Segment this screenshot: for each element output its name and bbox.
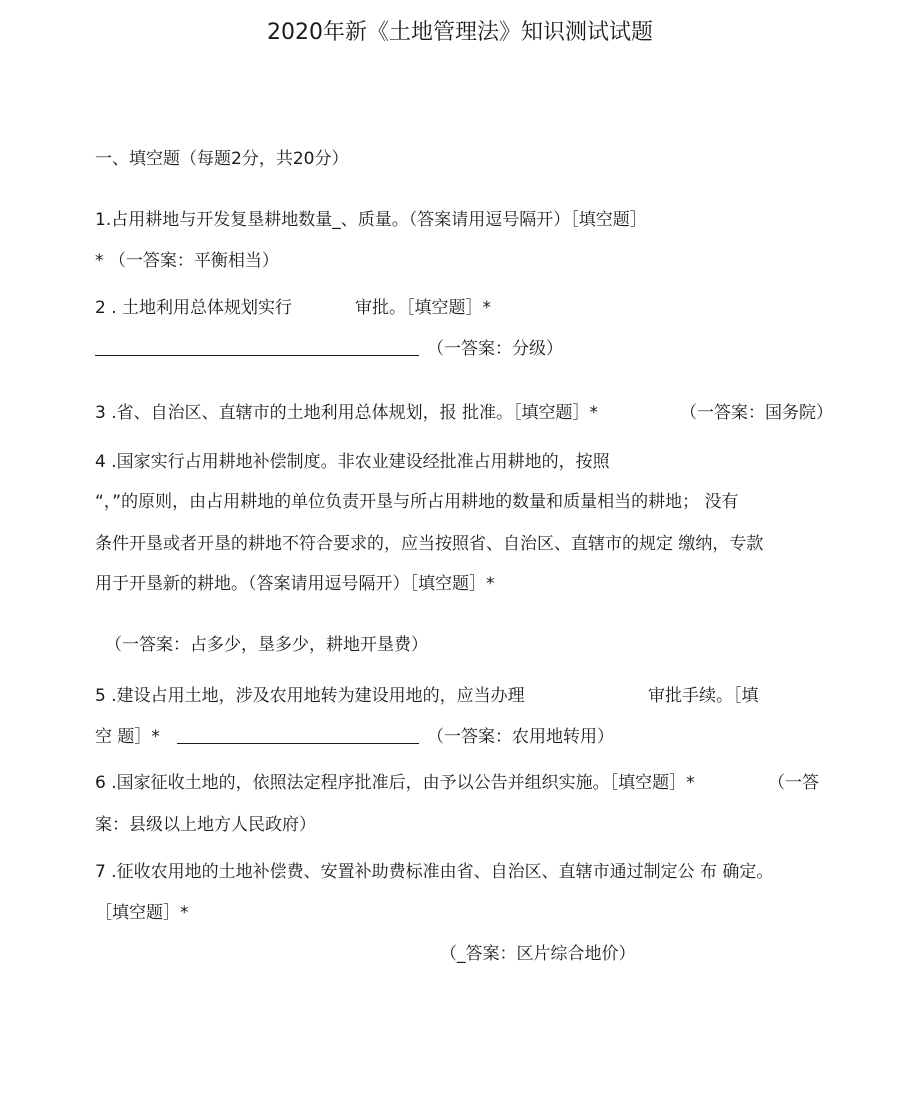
- question-1-answer: * （一答案：平衡相当）: [95, 251, 279, 271]
- question-5-text-a: 5 .建设占用土地，涉及农用地转为建设用地的，应当办理: [95, 686, 525, 706]
- question-6-answer-b: 案：县级以上地方人民政府）: [95, 815, 316, 835]
- question-5-answer: （一答案：农用地转用）: [427, 727, 614, 747]
- question-3-answer: （一答案：国务院）: [680, 403, 833, 423]
- question-6-answer-a: （一答: [768, 773, 819, 793]
- question-4-answer: （一答案：占多少，垦多少，耕地开垦费）: [105, 635, 428, 655]
- question-4-text-2: “，”的原则，由占用耕地的单位负责开垦与所占用耕地的数量和质量相当的耕地； 没有: [95, 492, 739, 512]
- question-5-blank[interactable]: [177, 743, 419, 744]
- question-2-answer: （一答案：分级）: [427, 339, 563, 359]
- question-4-text-4: 用于开垦新的耕地。（答案请用逗号隔开）［填空题］*: [95, 574, 495, 594]
- question-5-text-c: 空 题］*: [95, 727, 160, 747]
- question-2-text-a: 2 . 土地利用总体规划实行: [95, 298, 293, 318]
- question-4-text-3: 条件开垦或者开垦的耕地不符合要求的，应当按照省、自治区、直辖市的规定 缴纳，专款: [95, 534, 764, 554]
- page-title: 2020年新《土地管理法》知识测试试题: [267, 20, 653, 45]
- question-3-text: 3 .省、自治区、直辖市的土地利用总体规划，报 批准。［填空题］*: [95, 403, 599, 423]
- question-7-answer: （_答案：区片综合地价）: [440, 944, 636, 964]
- question-6-text: 6 .国家征收土地的，依照法定程序批准后，由予以公告并组织实施。［填空题］*: [95, 773, 695, 793]
- question-7-text-1: 7 .征收农用地的土地补偿费、安置补助费标准由省、自治区、直辖市通过制定公 布 确定。: [95, 862, 774, 882]
- question-2-text-b: 审批。［填空题］*: [355, 298, 491, 318]
- question-1-text: 1.占用耕地与开发复垦耕地数量_、质量。（答案请用逗号隔开）［填空题］: [95, 210, 647, 230]
- question-4-text-1: 4 .国家实行占用耕地补偿制度。非农业建设经批准占用耕地的，按照: [95, 452, 610, 472]
- question-7-text-2: ［填空题］*: [95, 903, 189, 923]
- question-2-blank[interactable]: [95, 355, 419, 356]
- question-5-text-b: 审批手续。［填: [648, 686, 759, 706]
- section-heading: 一、填空题（每题2分，共20分）: [95, 149, 349, 169]
